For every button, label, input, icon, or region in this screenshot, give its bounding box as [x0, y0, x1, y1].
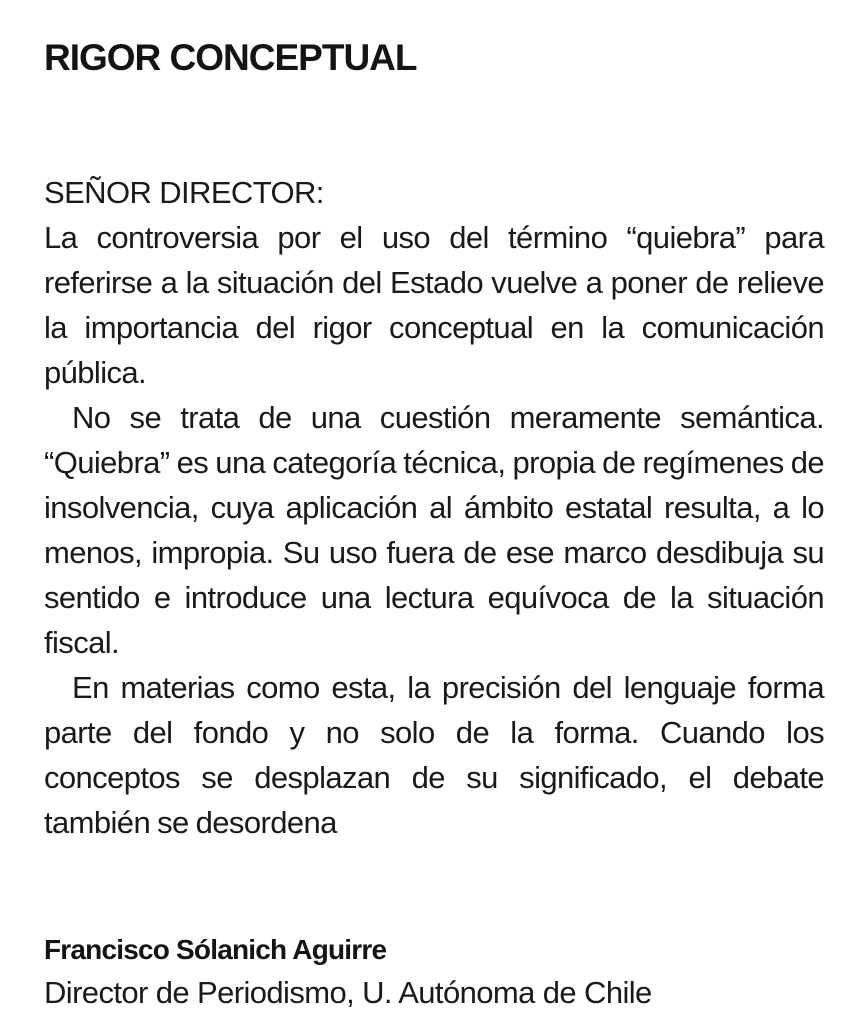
- letter-paragraph-1: La controversia por el uso del término “quiebra” para referirse a la situación del Estado vuelve a poner de relieve la importancia del rigor conceptual en la comunicación pública.: [44, 220, 824, 390]
- author-role: Director de Periodismo, U. Autónoma de Chile: [44, 975, 652, 1010]
- letter-paragraph-3: En materias como esta, la precisión del lenguaje forma parte del fondo y no solo de la forma. Cuando los conceptos se desplazan de su significado, el debate también se desordena: [44, 670, 824, 840]
- letter-to-editor: [44, 30, 824, 1016]
- letter-paragraph-2: No se trata de una cuestión meramente semántica. “Quiebra” es una categoría técnica, propia de regímenes de insolvencia, cuya aplicación al ámbito estatal resulta, a lo menos, impropia. Su uso fuera de ese marco desdibuja su sentido e introduce una lectura equívoca de la situación fiscal.: [44, 400, 824, 660]
- letter-salutation: SEÑOR DIRECTOR:: [44, 175, 324, 210]
- letter-headline: RIGOR CONCEPTUAL: [44, 37, 417, 78]
- author-name: Francisco Sólanich Aguirre: [44, 934, 387, 965]
- letter-signature: [44, 930, 824, 1016]
